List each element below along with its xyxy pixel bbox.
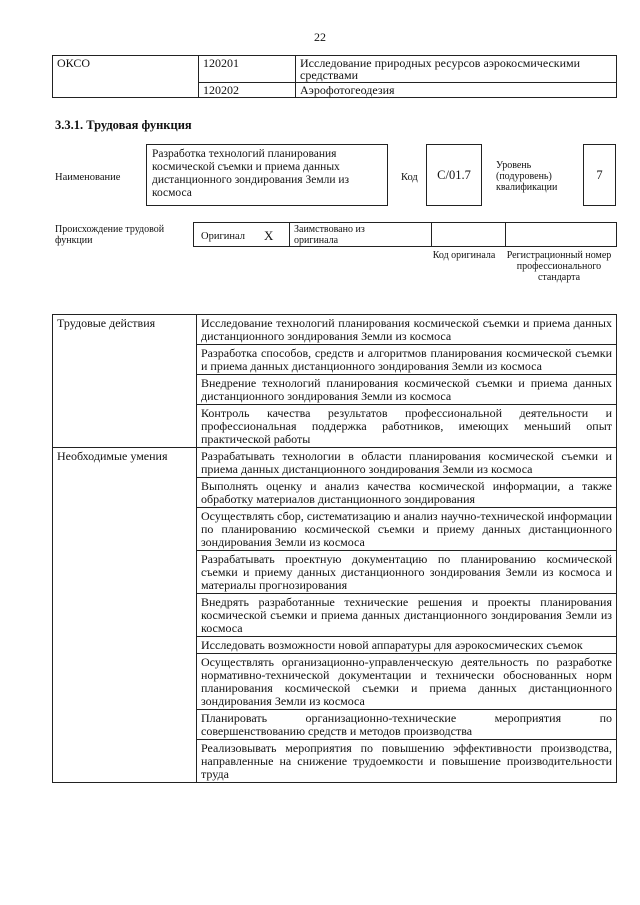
labor-action-item: Внедрение технологий планирования космической съемки и приема данных дистанционного зондирования Земли из космоса — [197, 375, 617, 405]
function-details-table — [52, 314, 617, 783]
okso-table — [52, 55, 617, 98]
table-row — [53, 315, 617, 345]
labor-action-item: Контроль качества результатов профессиональной деятельности и профессиональная поддержка работников, имеющих меньший опыт практической работы — [197, 405, 617, 448]
borrowed-label: Заимствовано из оригинала — [294, 224, 365, 246]
origin-row — [193, 222, 617, 247]
level-value: 7 — [583, 144, 616, 206]
required-skills-label: Необходимые умения — [53, 448, 197, 783]
skill-item: Внедрять разработанные технические решения и проекты планирования космической съемки и приема данных дистанционного зондирования Земли из космоса — [197, 594, 617, 637]
labor-actions-label: Трудовые действия — [53, 315, 197, 448]
origin-label: Происхождение трудовой функции — [55, 224, 165, 246]
divider — [289, 223, 290, 246]
code-original-caption: Код оригинала — [432, 250, 496, 261]
skill-item: Реализовывать мероприятия по повышению эффективности производства, направленные на снижение трудоемкости и повышение производительности труда — [197, 740, 617, 783]
okso-name: Аэрофотогеодезия — [296, 83, 617, 98]
skill-item: Планировать организационно-технические мероприятия по совершенствованию средств и методов производства — [197, 710, 617, 740]
okso-code: 120201 — [199, 56, 296, 83]
divider — [431, 223, 432, 246]
divider — [505, 223, 506, 246]
reg-number-caption: Регистрационный номер профессионального стандарта — [506, 250, 612, 283]
labor-action-item: Разработка способов, средств и алгоритмов планирования космической съемки и приема данных дистанционного зондирования Земли из космоса — [197, 345, 617, 375]
page-number: 22 — [314, 30, 326, 44]
okso-label: ОКСО — [53, 56, 199, 98]
okso-name: Исследование природных ресурсов аэрокосмическими средствами — [296, 56, 617, 83]
code-label: Код — [401, 172, 418, 183]
skill-item: Разрабатывать технологии в области планирования космической съемки и приема данных дистанционного зондирования Земли из космоса — [197, 448, 617, 478]
skill-item: Осуществлять сбор, систематизацию и анализ научно-технической информации по планированию космической съемки и приему данных дистанционного зондирования Земли из космоса — [197, 508, 617, 551]
table-row — [53, 56, 617, 83]
labor-action-item: Исследование технологий планирования космической съемки и приема данных дистанционного зондирования Земли из космоса — [197, 315, 617, 345]
name-label: Наименование — [55, 172, 121, 183]
original-mark: X — [264, 228, 274, 243]
level-label: Уровень (подуровень) квалификации — [496, 160, 558, 193]
skill-item: Выполнять оценку и анализ качества космической информации, а также обработку материалов дистанционного зондирования — [197, 478, 617, 508]
skill-item: Исследовать возможности новой аппаратуры для аэрокосмических съемок — [197, 637, 617, 654]
skill-item: Осуществлять организационно-управленческую деятельность по разработке нормативно-технической документации и технически обоснованных норм планирования космической съемки и приема данных дистанционного зондирования Земли из космоса — [197, 654, 617, 710]
function-code-value: C/01.7 — [426, 144, 482, 206]
table-row — [53, 448, 617, 478]
okso-code: 120202 — [199, 83, 296, 98]
original-label: Оригинал — [201, 231, 245, 242]
function-name-value: Разработка технологий планирования космической съемки и приема данных дистанционного зондирования Земли из космоса — [146, 144, 388, 206]
skill-item: Разрабатывать проектную документацию по планированию космической съемки и приему данных дистанционного зондирования Земли из космоса и материалы прогнозирования — [197, 551, 617, 594]
section-heading: 3.3.1. Трудовая функция — [55, 118, 192, 132]
